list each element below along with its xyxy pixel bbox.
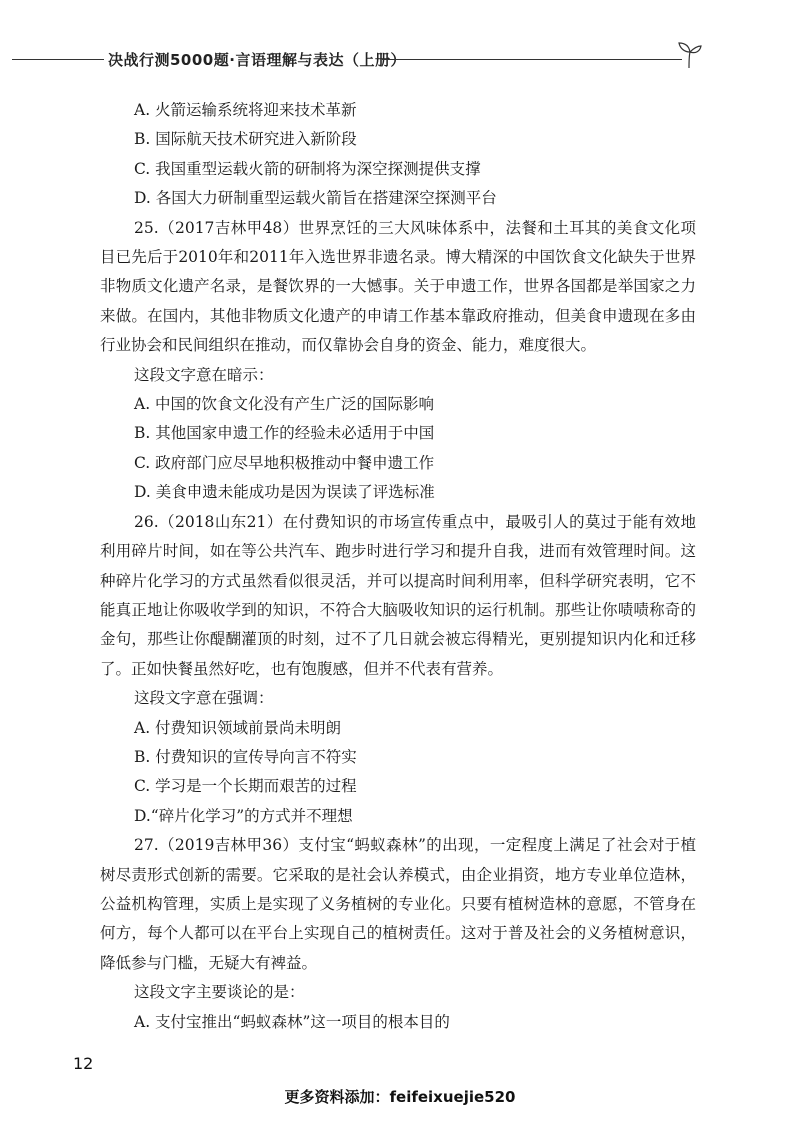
answer-option: A. 中国的饮食文化没有产生广泛的国际影响 — [134, 395, 435, 414]
book-title: 决战行测5000题·言语理解与表达（上册） — [108, 51, 406, 69]
answer-option: D.“碎片化学习”的方式并不理想 — [134, 806, 353, 825]
sprout-icon — [676, 40, 702, 70]
answer-option: C. 学习是一个长期而艰苦的过程 — [134, 777, 357, 796]
running-header — [0, 48, 800, 72]
answer-option: B. 付费知识的宣传导向言不符实 — [134, 747, 357, 766]
header-rule-right — [382, 59, 682, 60]
answer-option: A. 火箭运输系统将迎来技术革新 — [134, 101, 357, 119]
answer-option: A. 支付宝推出“蚂蚁森林”这一项目的根本目的 — [134, 1012, 450, 1031]
header-rule-left — [12, 59, 104, 60]
footer-note: 更多资料添加：feifeixuejie520 — [284, 1088, 516, 1106]
question-passage: 26.（2018山东21）在付费知识的市场宣传重点中，最吸引人的莫过于能有效地利用碎片时间，如在等公共汽车、跑步时进行学习和提升自我，进而有效管理时间。这种碎片化学习的方式虽然看似很灵活，并可以提高时间利用率，但科学研究表明，它不能真正地让你吸收学到的知识，不符合大脑吸收知识的运行机制。那些让你啧啧称奇的金句，那些让你醍醐灌顶的时刻，过不了几日就会被忘得精光，更别提知识内化和迁移了。正如快餐虽然好吃，也有饱腹感，但并不代表有营养。 — [100, 512, 696, 678]
answer-option: C. 我国重型运载火箭的研制将为深空探测提供支撑 — [134, 159, 481, 178]
answer-option: C. 政府部门应尽早地积极推动中餐申遗工作 — [134, 453, 435, 472]
answer-option: D. 各国大力研制重型运载火箭旨在搭建深空探测平台 — [134, 189, 497, 208]
page-number: 12 — [73, 1054, 94, 1073]
answer-option: D. 美食申遗未能成功是因为误读了评选标准 — [134, 483, 435, 502]
question-stem: 这段文字主要谈论的是： — [134, 983, 305, 1002]
answer-option: B. 国际航天技术研究进入新阶段 — [134, 130, 357, 149]
question-passage: 25.（2017吉林甲48）世界烹饪的三大风味体系中，法餐和土耳其的美食文化项目已先后于2010年和2011年入选世界非遗名录。博大精深的中国饮食文化缺失于世界非物质文化遗产名录，是餐饮界的一大憾事。关于申遗工作，世界各国都是举国家之力来做。在国内，其他非物质文化遗产的申请工作基本靠政府推动，但美食申遗现在多由行业协会和民间组织在推动，而仅靠协会自身的资金、能力，难度很大。 — [100, 218, 696, 355]
page-body — [100, 96, 696, 1037]
question-passage: 27.（2019吉林甲36）支付宝“蚂蚁森林”的出现，一定程度上满足了社会对于植树尽责形式创新的需要。它采取的是社会认养模式，由企业捐资，地方专业单位造林，公益机构管理，实质上是实现了义务植树的专业化。只要有植树造林的意愿，不管身在何方，每个人都可以在平台上实现自己的植树责任。这对于普及社会的义务植树意识，降低参与门槛，无疑大有裨益。 — [100, 836, 696, 972]
answer-option: A. 付费知识领域前景尚未明朗 — [134, 718, 342, 737]
question-stem: 这段文字意在暗示： — [134, 365, 274, 384]
answer-option: B. 其他国家申遗工作的经验未必适用于中国 — [134, 424, 435, 443]
question-stem: 这段文字意在强调： — [134, 689, 274, 708]
